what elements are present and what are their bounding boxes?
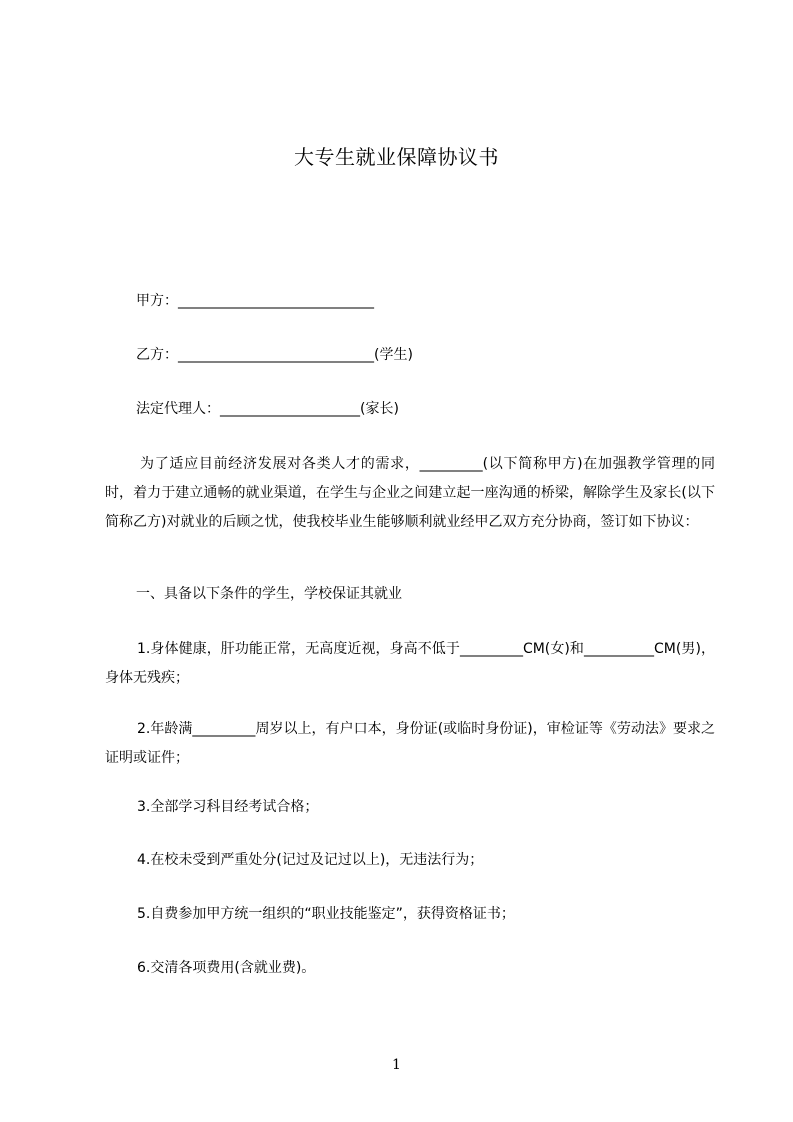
condition-item-1: 1.身体健康，肝功能正常，无高度近视，身高不低于_________CM(女)和__________CM(男)，身体无残疾； [105,641,715,686]
document-title: 大专生就业保障协议书 [294,145,499,169]
condition-item-4: 4.在校未受到严重处分(记过及记过以上)，无违法行为； [137,852,484,868]
page-number: 1 [392,1057,401,1073]
party-b-line: 乙方：____________________________(学生) [136,347,413,363]
intro-paragraph: 为了适应目前经济发展对各类人才的需求，_________(以下简称甲方)在加强教学管理的同时，着力于建立通畅的就业渠道，在学生与企业之间建立起一座沟通的桥梁，解除学生及家长(以下简称乙方)对就业的后顾之忧，使我校毕业生能够顺利就业经甲乙双方充分协商，签订如下协议： [105,456,715,530]
party-a-line: 甲方：____________________________ [136,293,374,309]
condition-item-3: 3.全部学习科目经考试合格； [137,799,319,815]
condition-item-6: 6.交清各项费用(含就业费)。 [137,960,316,976]
legal-representative-line: 法定代理人：____________________(家长) [136,401,399,417]
condition-item-2: 2.年龄满_________周岁以上，有户口本，身份证(或临时身份证)，审检证等《劳动法》要求之证明或证件； [105,721,715,766]
condition-item-5: 5.自费参加甲方统一组织的“职业技能鉴定”，获得资格证书； [137,906,515,922]
section-1-heading: 一、具备以下条件的学生，学校保证其就业 [136,586,402,602]
